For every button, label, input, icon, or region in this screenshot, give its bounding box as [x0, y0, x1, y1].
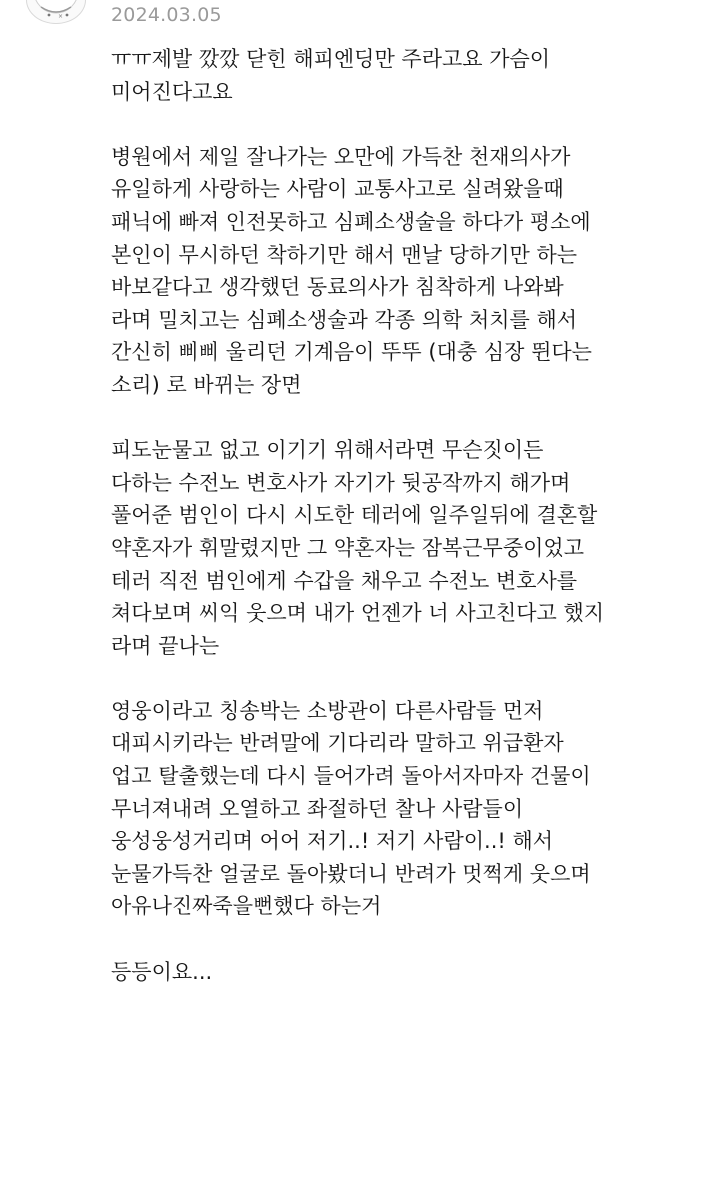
svg-text:×: ×: [58, 13, 64, 20]
comment-text-line: 라며 밀치고는 심폐소생술과 각종 의학 처치를 해서: [111, 307, 578, 332]
comment-text-line: ㅠㅠ제발 깠깠 닫힌 해피엔딩만 주라고요 가슴이: [111, 47, 551, 71]
comment-text-line: 소리) 로 바뀌는 장면: [111, 372, 302, 397]
comment-text-line: 라며 끝나는: [111, 633, 220, 658]
comment-text-line: 유일하게 사랑하는 사람이 교통사고로 실려왔을때: [111, 177, 564, 202]
comment-text-line: 병원에서 제일 잘나가는 오만에 가득찬 천재의사가: [111, 144, 571, 169]
comment-text-line: 무너져내려 오열하고 좌절하던 찰나 사람들이: [111, 796, 524, 821]
comment-text-line: 대피시키라는 반려말에 기다리라 말하고 위급환자: [111, 731, 564, 756]
comment-text-line: 피도눈물고 없고 이기기 위해서라면 무슨짓이든: [111, 438, 544, 463]
comment-text-line: 바보같다고 생각했던 동료의사가 침착하게 나와봐: [111, 275, 564, 300]
comment-date: 2024.03.05: [111, 4, 222, 26]
comment-text-line: 등등이요...: [111, 959, 213, 984]
comment-text-line: 영웅이라고 칭송박는 소방관이 다른사람들 먼저: [111, 698, 544, 723]
comment-text-line: 업고 탈출했는데 다시 들어가려 돌아서자마자 건물이: [111, 764, 591, 789]
paragraph-gap: [111, 402, 681, 435]
comment-body: [111, 43, 681, 988]
comment-text-line: 미어진다고요: [111, 79, 233, 104]
paragraph-gap: [111, 923, 681, 956]
comment-text-line: 풀어준 범인이 다시 시도한 테러에 일주일뒤에 결혼할: [111, 503, 598, 528]
comment-text-line: 패닉에 빠져 인전못하고 심폐소생술을 하다가 평소에: [111, 209, 591, 234]
comment-text-line: 본인이 무시하던 착하기만 해서 맨날 당하기만 하는: [111, 242, 578, 267]
comment-text-line: 테러 직전 범인에게 수갑을 채우고 수전노 변호사를: [111, 568, 578, 593]
comment-text-line: 아유나진짜죽을뻔했다 하는거: [111, 894, 382, 919]
paragraph-gap: [111, 108, 681, 141]
comment-text-line: 간신히 삐삐 울리던 기계음이 뚜뚜 (대충 심장 뛴다는: [111, 340, 592, 365]
profile-avatar-icon[interactable]: [26, 0, 86, 24]
comment-text-line: 쳐다보며 씨익 웃으며 내가 언젠가 너 사고친다고 했지: [111, 601, 605, 626]
comment-text-line: 약혼자가 휘말렸지만 그 약혼자는 잠복근무중이었고: [111, 535, 584, 560]
paragraph-gap: [111, 662, 681, 695]
comment-text-line: 다하는 수전노 변호사가 자기가 뒷공작까지 해가며: [111, 470, 571, 495]
comment-text-line: 눈물가득찬 얼굴로 돌아봤더니 반려가 멋쩍게 웃으며: [111, 861, 591, 886]
comment-text-line: 웅성웅성거리며 어어 저기..! 저기 사람이..! 해서: [111, 829, 554, 854]
